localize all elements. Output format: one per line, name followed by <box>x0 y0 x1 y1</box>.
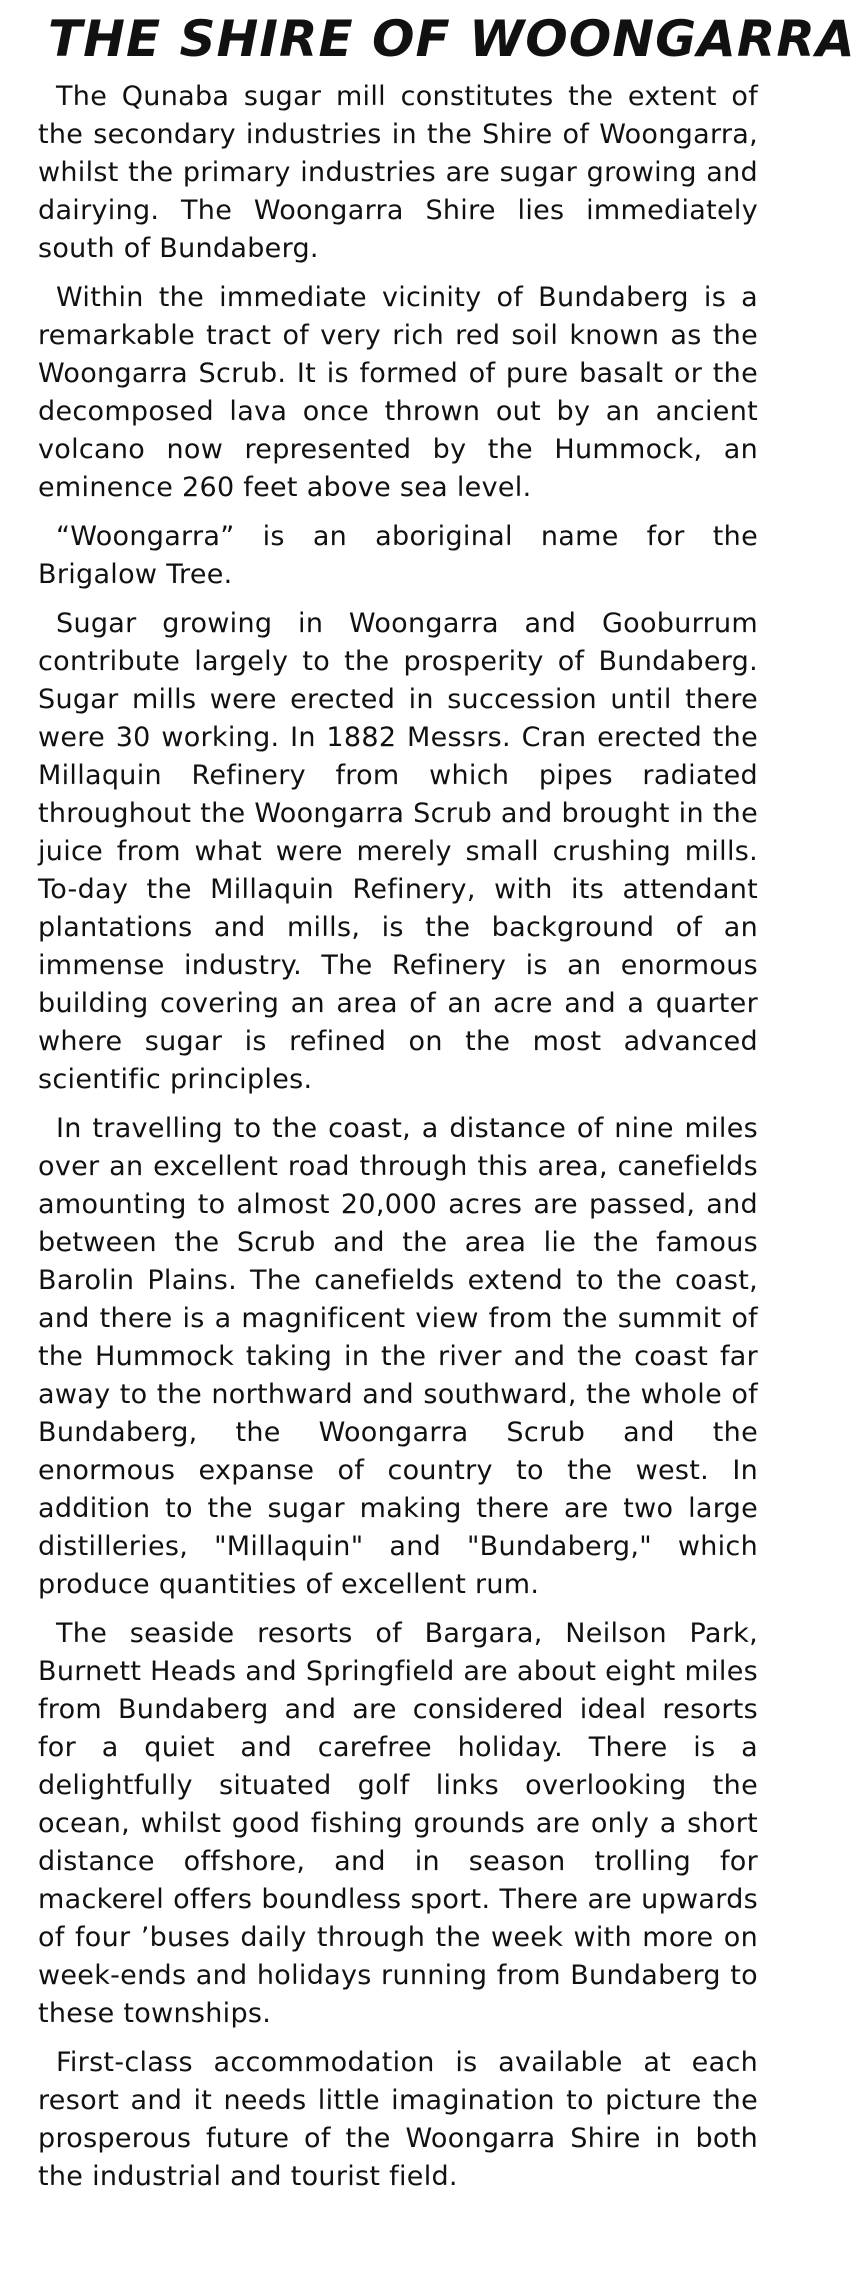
paragraph-sugar-growing: Sugar growing in Woongarra and Gooburrum contribute largely to the prosperity of Bundaberg. Sugar mills were erected in succession until there were 30 working. In 1882 Messrs. Cran erected the Millaquin Refinery from which pipes radiated throughout the Woongarra Scrub and brought in the juice from what were merely small crushing mills. To-day the Millaquin Refinery, with its attendant plantations and mills, is the background of an immense industry. The Refinery is an enormous building covering an area of an acre and a quarter where sugar is refined on the most advanced scientific principles. <box>38 608 758 1095</box>
article-title: THE SHIRE OF WOONGARRA <box>48 10 856 68</box>
article <box>38 10 856 2207</box>
paragraph-qunaba-sugar-mill: The Qunaba sugar mill constitutes the extent of the secondary industries in the Shire of Woongarra, whilst the primary industries are sugar growing and dairying. The Woongarra Shire lies immediately south of Bundaberg. <box>38 81 758 264</box>
paragraph-woongarra-scrub: Within the immediate vicinity of Bundaberg is a remarkable tract of very rich red soil known as the Woongarra Scrub. It is formed of pure basalt or the decomposed lava once thrown out by an ancient volcano now represented by the Hummock, an eminence 260 feet above sea level. <box>38 282 758 503</box>
paragraph-travel-to-coast: In travelling to the coast, a distance of nine miles over an excellent road through this area, canefields amounting to almost 20,000 acres are passed, and between the Scrub and the area lie the famous Barolin Plains. The canefields extend to the coast, and there is a magnificent view from the summit of the Hummock taking in the river and the coast far away to the northward and southward, the whole of Bundaberg, the Woongarra Scrub and the enormous expanse of country to the west. In addition to the sugar making there are two large distilleries, "Millaquin" and "Bundaberg," which produce quantities of excellent rum. <box>38 1113 758 1600</box>
paragraph-seaside-resorts: The seaside resorts of Bargara, Neilson Park, Burnett Heads and Springfield are about eight miles from Bundaberg and are considered ideal resorts for a quiet and carefree holiday. There is a delightfully situated golf links overlooking the ocean, whilst good fishing grounds are only a short distance offshore, and in season trolling for mackerel offers boundless sport. There are upwards of four ’buses daily through the week with more on week-ends and holidays running from Bundaberg to these townships. <box>38 1618 758 2029</box>
paragraph-name-origin: “Woongarra” is an aboriginal name for the Brigalow Tree. <box>38 521 758 590</box>
paragraph-accommodation: First-class accommodation is available at each resort and it needs little imagination to picture the prosperous future of the Woongarra Shire in both the industrial and tourist field. <box>38 2047 758 2192</box>
